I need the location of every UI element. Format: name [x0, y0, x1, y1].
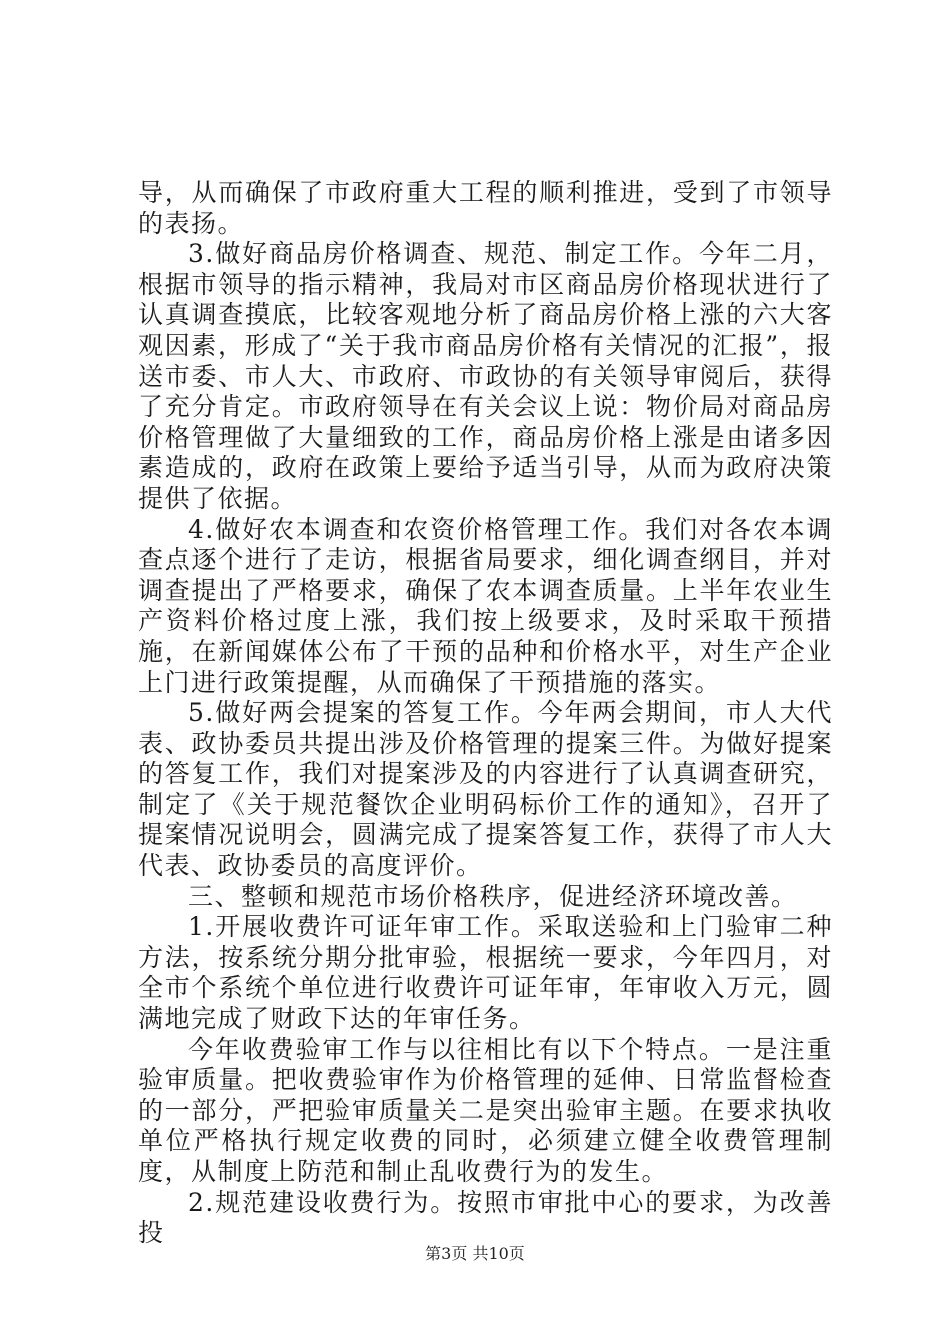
paragraph-item-4: 4.做好农本调查和农资价格管理工作。我们对各农本调查点逐个进行了走访，根据省局要求，细化调查纲目，并对调查提出了严格要求，确保了农本调查质量。上半年农业生产资料价格过度上涨，我们按上级要求，及时采取干预措施，在新闻媒体公布了干预的品种和价格水平，对生产企业上门进行政策提醒，从而确保了干预措施的落实。 — [138, 514, 833, 697]
paragraph-continuation: 导，从而确保了市政府重大工程的顺利推进，受到了市领导的表扬。 — [138, 178, 833, 238]
paragraph-item-3: 3.做好商品房价格调查、规范、制定工作。今年二月，根据市领导的指示精神，我局对市区商品房价格现状进行了认真调查摸底，比较客观地分析了商品房价格上涨的六大客观因素，形成了“关于我市商品房价格有关情况的汇报”，报送市委、市人大、市政府、市政协的有关领导审阅后，获得了充分肯定。市政府领导在有关会议上说：物价局对商品房价格管理做了大量细致的工作，商品房价格上涨是由诸多因素造成的，政府在政策上要给予适当引导，从而为政府决策提供了依据。 — [138, 239, 833, 513]
page-number-footer: 第3页 共10页 — [425, 1244, 525, 1263]
document-body — [138, 178, 833, 1249]
paragraph-features: 今年收费验审工作与以往相比有以下个特点。一是注重验审质量。把收费验审作为价格管理的延伸、日常监督检查的一部分，严把验审质量关二是突出验审主题。在要求执收单位严格执行规定收费的同时，必须建立健全收费管理制度，从制度上防范和制止乱收费行为的发生。 — [138, 1034, 833, 1186]
paragraph-sub-2: 2.规范建设收费行为。按照市审批中心的要求，为改善投 — [138, 1187, 833, 1248]
paragraph-item-5: 5.做好两会提案的答复工作。今年两会期间，市人大代表、政协委员共提出涉及价格管理的提案三件。为做好提案的答复工作，我们对提案涉及的内容进行了认真调查研究，制定了《关于规范餐饮企业明码标价工作的通知》，召开了提案情况说明会，圆满完成了提案答复工作，获得了市人大代表、政协委员的高度评价。 — [138, 698, 833, 881]
paragraph-sub-1: 1.开展收费许可证年审工作。采取送验和上门验审二种方法，按系统分期分批审验，根据统一要求，今年四月，对全市个系统个单位进行收费许可证年审，年审收入万元，圆满地完成了财政下达的年审任务。 — [138, 912, 833, 1034]
section-heading-3: 三、整顿和规范市场价格秩序，促进经济环境改善。 — [188, 881, 798, 911]
